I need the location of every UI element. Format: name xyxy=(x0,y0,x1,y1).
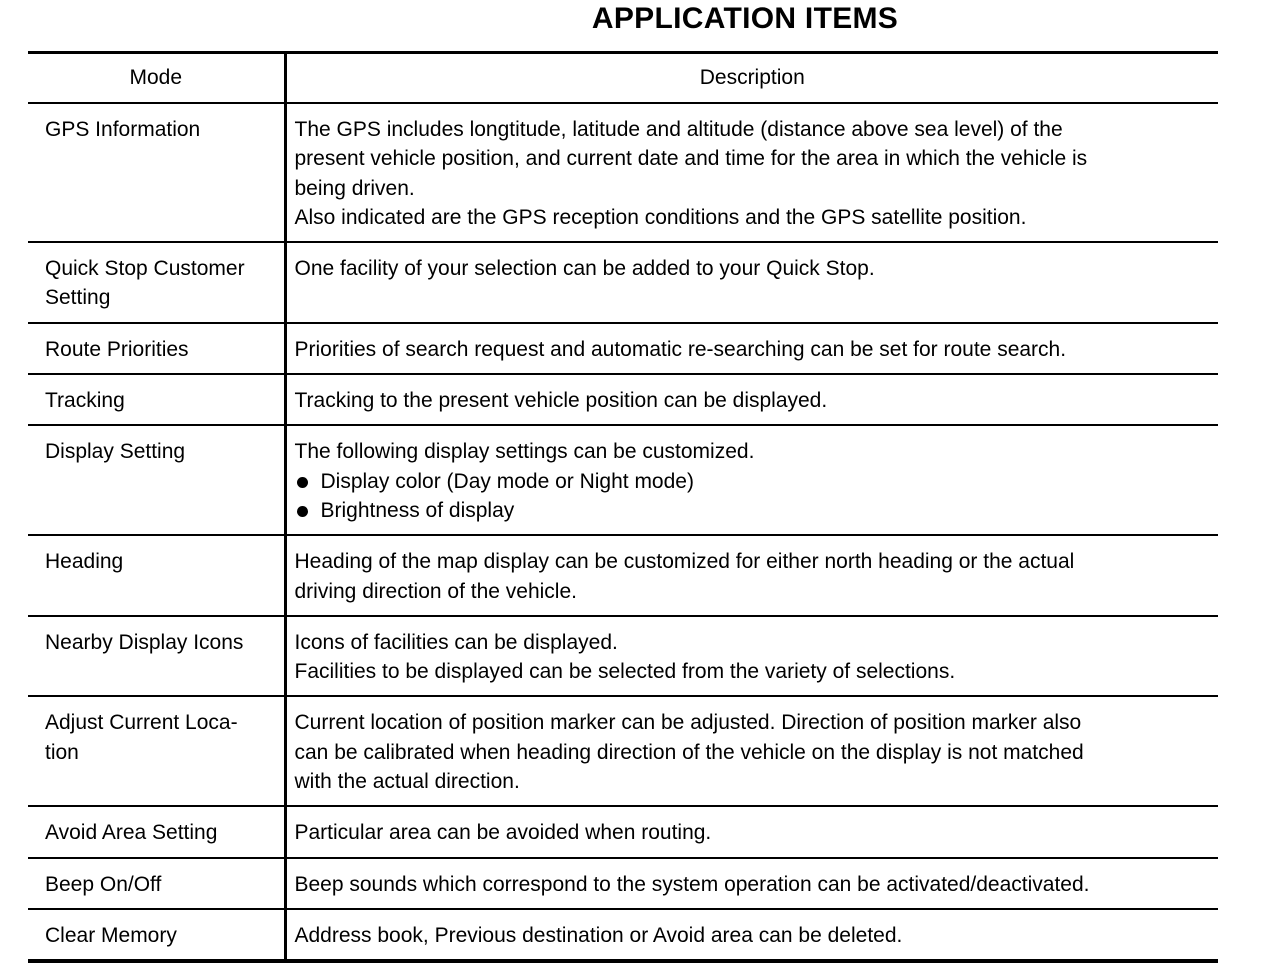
mode-text: Adjust Current Loca- xyxy=(45,711,238,735)
description-text: One facility of your selection can be added to your Quick Stop. xyxy=(294,257,875,281)
bullet-item xyxy=(295,467,1211,496)
mode-cell xyxy=(28,425,285,535)
table-row xyxy=(28,858,1218,909)
mode-text: GPS Information xyxy=(45,118,201,141)
description-column-header: Description xyxy=(285,53,1218,104)
description-text: being driven. xyxy=(294,176,415,200)
table-row xyxy=(28,425,1218,535)
description-cell xyxy=(285,374,1218,425)
description-text: The GPS includes longtitude, latitude and altitude (distance above sea level) of the xyxy=(294,118,1063,141)
mode-column-header: Mode xyxy=(28,53,285,104)
mode-text: Route Priorities xyxy=(45,337,189,361)
bullet-item xyxy=(295,496,1211,525)
mode-cell xyxy=(28,323,285,374)
description-text: present vehicle position, and current date and time for the area in which the vehicle is xyxy=(294,147,1088,171)
bullet-icon xyxy=(297,506,308,517)
description-text: Icons of facilities can be displayed. xyxy=(294,630,618,654)
mode-cell xyxy=(28,909,285,961)
mode-cell xyxy=(28,535,285,616)
bullet-icon xyxy=(297,477,308,488)
table-row xyxy=(28,535,1218,616)
mode-cell xyxy=(28,806,285,857)
description-text: Facilities to be displayed can be selected from the variety of selections. xyxy=(294,660,956,684)
mode-cell xyxy=(28,242,285,323)
table-row xyxy=(28,103,1218,242)
mode-text: Quick Stop Customer xyxy=(45,257,245,281)
description-text: Particular area can be avoided when routing. xyxy=(294,821,712,845)
description-cell xyxy=(285,535,1218,616)
description-text: Also indicated are the GPS reception conditions and the GPS satellite position. xyxy=(294,205,1027,229)
description-cell xyxy=(285,242,1218,323)
table-row xyxy=(28,242,1218,323)
description-cell xyxy=(285,806,1218,857)
application-items-table xyxy=(28,51,1218,963)
table-row xyxy=(28,616,1218,697)
description-cell xyxy=(285,323,1218,374)
description-text: The following display settings can be customized. xyxy=(294,440,755,464)
mode-text: Display Setting xyxy=(45,440,186,464)
page-title: APPLICATION ITEMS xyxy=(591,2,899,35)
bullet-text: Brightness of display xyxy=(320,498,515,522)
description-text: Address book, Previous destination or Avoid area can be deleted. xyxy=(294,923,903,947)
description-cell xyxy=(285,103,1218,242)
bullet-text: Display color (Day mode or Night mode) xyxy=(320,469,694,493)
table-row xyxy=(28,323,1218,374)
description-text: Beep sounds which correspond to the system operation can be activated/deactivated. xyxy=(294,872,1090,896)
mode-text: Avoid Area Setting xyxy=(45,821,218,845)
table-row xyxy=(28,374,1218,425)
mode-text: Clear Memory xyxy=(45,923,177,947)
mode-cell xyxy=(28,616,285,697)
description-text: can be calibrated when heading direction of the vehicle on the display is not matched xyxy=(294,740,1084,764)
mode-text: tion xyxy=(45,740,79,764)
description-text: Current location of position marker can be adjusted. Direction of position marker also xyxy=(294,711,1082,735)
description-cell xyxy=(285,696,1218,806)
table-body xyxy=(28,103,1218,961)
table-row xyxy=(28,696,1218,806)
description-text: Tracking to the present vehicle position can be displayed. xyxy=(294,389,828,413)
mode-text: Setting xyxy=(45,286,111,310)
mode-text: Tracking xyxy=(45,389,125,413)
description-text: Heading of the map display can be customized for either north heading or the actual xyxy=(294,550,1075,574)
table-header-row xyxy=(28,53,1218,104)
description-text: with the actual direction. xyxy=(294,770,520,794)
mode-text: Beep On/Off xyxy=(45,872,162,896)
mode-cell xyxy=(28,374,285,425)
description-cell xyxy=(285,616,1218,697)
description-cell xyxy=(285,909,1218,961)
description-text: Priorities of search request and automatic re-searching can be set for route search. xyxy=(294,337,1067,361)
mode-text: Nearby Display Icons xyxy=(45,630,244,654)
mode-text: Heading xyxy=(45,550,124,574)
description-cell xyxy=(285,425,1218,535)
mode-cell xyxy=(28,858,285,909)
description-text: driving direction of the vehicle. xyxy=(294,579,577,603)
mode-cell xyxy=(28,696,285,806)
mode-cell xyxy=(28,103,285,242)
table-row xyxy=(28,909,1218,961)
table-row xyxy=(28,806,1218,857)
description-cell xyxy=(285,858,1218,909)
